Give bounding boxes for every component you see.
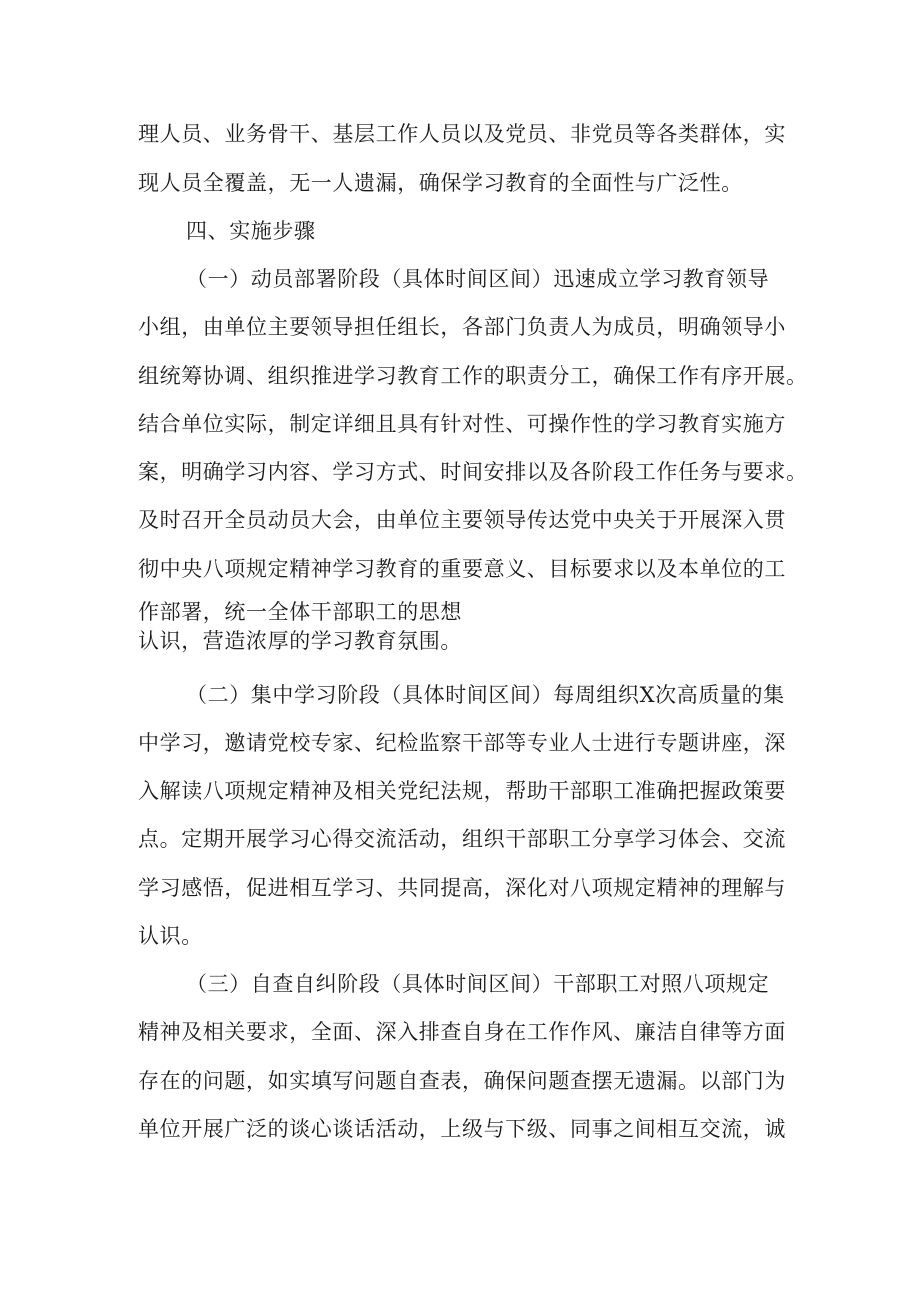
body-text-line: 认识。: [138, 924, 203, 948]
body-text-line: 点。定期开展学习心得交流活动，组织干部职工分享学习体会、交流: [138, 827, 786, 851]
body-text-line: 作部署，统一全体干部职工的思想: [138, 600, 462, 624]
body-text-line: 认识，营造浓厚的学习教育氛围。: [138, 629, 462, 653]
section-heading: 四、实施步骤: [186, 219, 316, 243]
body-text-line: 理人员、业务骨干、基层工作人员以及党员、非党员等各类群体，实: [138, 122, 786, 146]
body-text-line: 及时召开全员动员大会，由单位主要领导传达党中央关于开展深入贯: [138, 508, 786, 532]
body-text-line: 案，明确学习内容、学习方式、时间安排以及各阶段工作任务与要求。: [138, 460, 808, 484]
body-text-line: 小组，由单位主要领导担任组长，各部门负责人为成员，明确领导小: [138, 315, 786, 339]
body-text-line: 彻中央八项规定精神学习教育的重要意义、目标要求以及本单位的工: [138, 557, 786, 581]
body-text-line: 学习感悟，促进相互学习、共同提高，深化对八项规定精神的理解与: [138, 876, 786, 900]
subsection-heading-line: （二）集中学习阶段（具体时间区间）每周组织X次高质量的集: [186, 683, 785, 707]
body-text-line: 中学习，邀请党校专家、纪检监察干部等专业人士进行专题讲座，深: [138, 731, 786, 755]
body-text-line: 精神及相关要求，全面、深入排查自身在工作作风、廉洁自律等方面: [138, 1020, 786, 1044]
subsection-heading-line: （三）自查自纠阶段（具体时间区间）干部职工对照八项规定: [186, 972, 770, 996]
body-text-line: 结合单位实际，制定详细且具有针对性、可操作性的学习教育实施方: [138, 412, 786, 436]
body-text-line: 组统筹协调、组织推进学习教育工作的职责分工，确保工作有序开展。: [138, 364, 808, 388]
subsection-heading-line: （一）动员部署阶段（具体时间区间）迅速成立学习教育领导: [186, 267, 770, 291]
body-text-line: 现人员全覆盖，无一人遗漏，确保学习教育的全面性与广泛性。: [138, 171, 743, 195]
body-text-line: 单位开展广泛的谈心谈话活动，上级与下级、同事之间相互交流，诚: [138, 1117, 786, 1141]
body-text-line: 入解读八项规定精神及相关党纪法规，帮助干部职工准确把握政策要: [138, 779, 786, 803]
body-text-line: 存在的问题，如实填写问题自查表，确保问题查摆无遗漏。以部门为: [138, 1069, 786, 1093]
